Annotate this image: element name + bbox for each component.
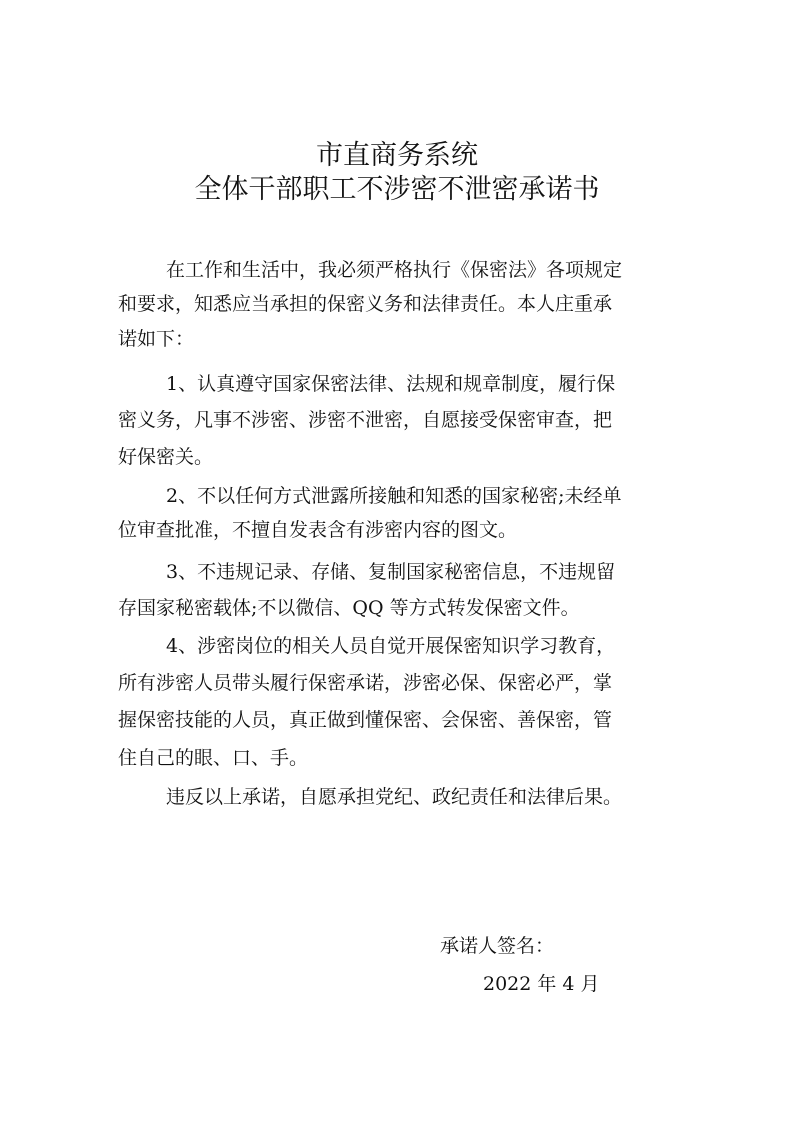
paragraph-line: 4、涉密岗位的相关人员自觉开展保密知识学习教育， — [166, 635, 616, 657]
paragraph-line: 和要求，知悉应当承担的保密义务和法律责任。本人庄重承 — [118, 293, 613, 315]
paragraph-line: 3、不违规记录、存储、复制国家秘密信息，不违规留 — [166, 561, 616, 583]
paragraph-line: 在工作和生活中，我必须严格执行《保密法》各项规定 — [166, 259, 623, 281]
paragraph-line: 1、认真遵守国家保密法律、法规和规章制度，履行保 — [166, 373, 616, 395]
signature-date: 2022 年 4 月 — [483, 973, 600, 995]
document-title-line-1: 市直商务系统 — [316, 140, 478, 171]
paragraph-line: 住自己的眼、口、手。 — [118, 747, 309, 769]
paragraph-line: 位审查批准，不擅自发表含有涉密内容的图文。 — [118, 519, 518, 541]
paragraph-line: 所有涉密人员带头履行保密承诺，涉密必保、保密必严，掌 — [118, 672, 613, 694]
paragraph-line: 好保密关。 — [118, 446, 214, 468]
paragraph-line: 2、不以任何方式泄露所接触和知悉的国家秘密;未经单 — [166, 485, 622, 507]
paragraph-line: 存国家秘密载体;不以微信、QQ 等方式转发保密文件。 — [118, 597, 580, 619]
paragraph-line: 违反以上承诺，自愿承担党纪、政纪责任和法律后果。 — [166, 786, 623, 808]
paragraph-line: 密义务，凡事不涉密、涉密不泄密，自愿接受保密审查，把 — [118, 409, 613, 431]
paragraph-line: 握保密技能的人员，真正做到懂保密、会保密、善保密，管 — [118, 709, 613, 731]
signature-label: 承诺人签名： — [440, 935, 555, 957]
paragraph-line: 诺如下： — [118, 328, 195, 350]
document-title-line-2: 全体干部职工不涉密不泄密承诺书 — [194, 174, 600, 205]
